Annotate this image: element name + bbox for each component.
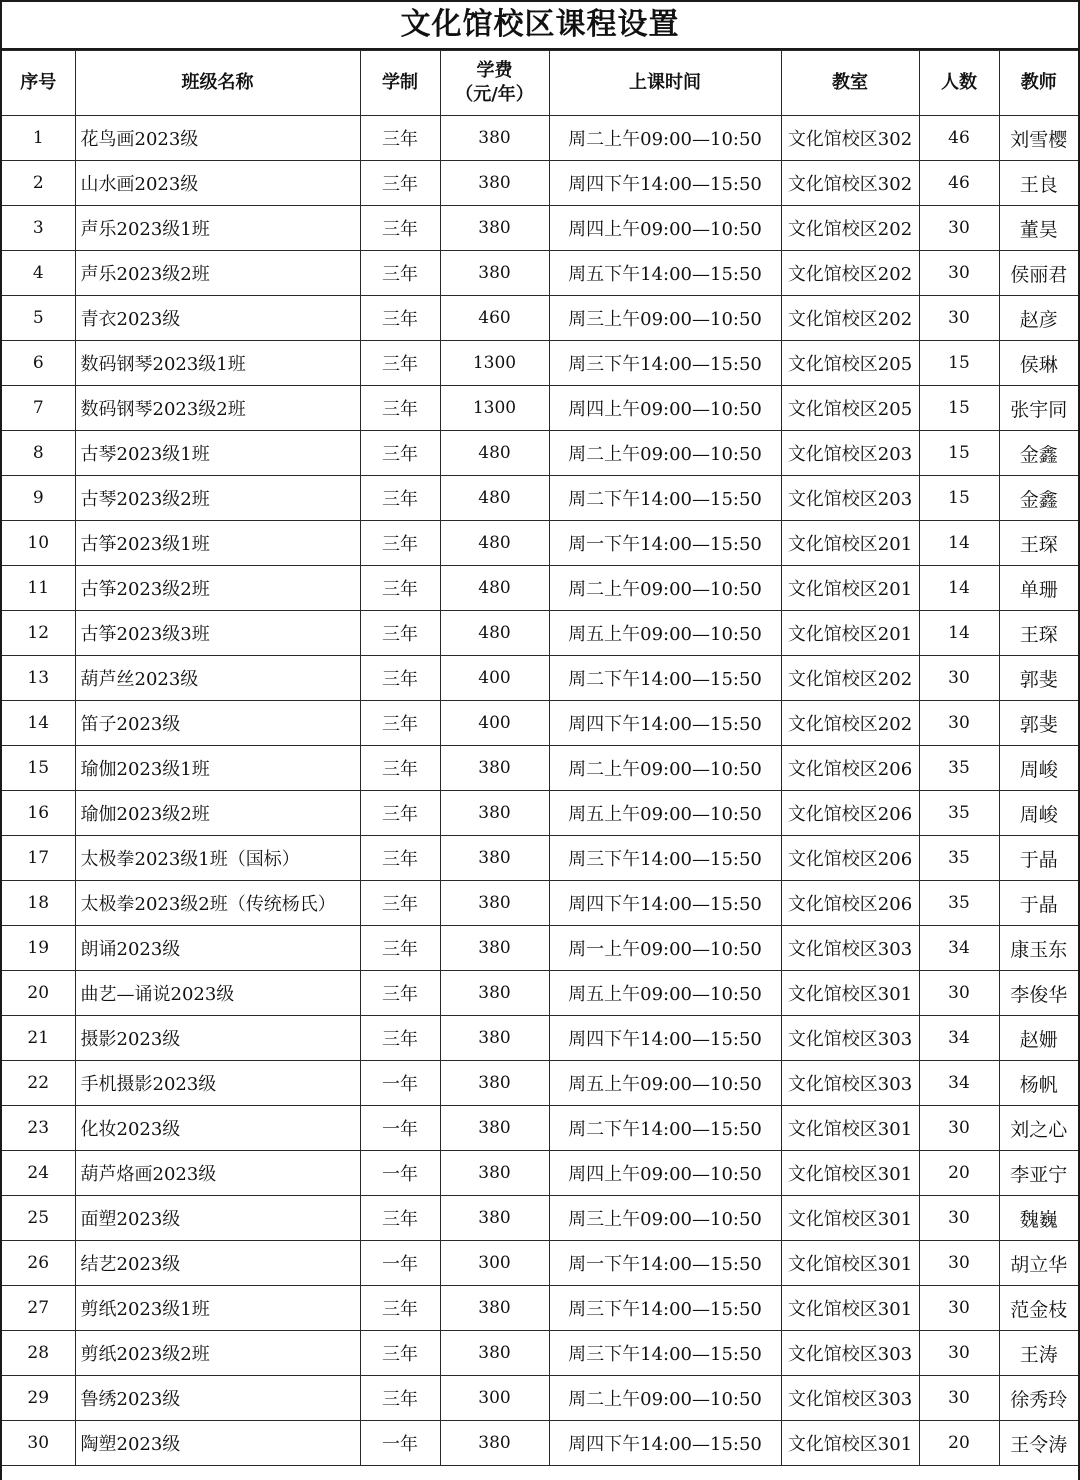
- cell-schedule: 周五下午14:00—15:50: [549, 251, 781, 296]
- cell-class-name: 葫芦丝2023级: [75, 656, 360, 701]
- cell-class-name: 青衣2023级: [75, 296, 360, 341]
- table-row: [2, 206, 1078, 251]
- cell-classroom: 文化馆校区301: [781, 1106, 919, 1151]
- cell-capacity: 30: [919, 656, 999, 701]
- table-row: [2, 431, 1078, 476]
- cell-teacher: 张宇同: [999, 386, 1078, 431]
- cell-class-name: 朗诵2023级: [75, 926, 360, 971]
- cell-teacher: 郭斐: [999, 701, 1078, 746]
- cell-class-name: 瑜伽2023级2班: [75, 791, 360, 836]
- cell-index: 24: [2, 1151, 75, 1196]
- cell-class-name: 鲁绣2023级: [75, 1376, 360, 1421]
- cell-duration: 三年: [360, 161, 440, 206]
- cell-class-name: 古琴2023级2班: [75, 476, 360, 521]
- cell-class-name: 数码钢琴2023级1班: [75, 341, 360, 386]
- cell-classroom: 文化馆校区303: [781, 1016, 919, 1061]
- cell-index: 13: [2, 656, 75, 701]
- cell-capacity: 30: [919, 206, 999, 251]
- cell-classroom: 文化馆校区202: [781, 656, 919, 701]
- cell-duration: 三年: [360, 611, 440, 656]
- cell-classroom: 文化馆校区202: [781, 701, 919, 746]
- cell-fee: 380: [440, 1421, 549, 1466]
- header-fee-line2: （元/年）: [455, 84, 534, 105]
- cell-index: 20: [2, 971, 75, 1016]
- header-duration: 学制: [360, 51, 440, 116]
- cell-capacity: 30: [919, 251, 999, 296]
- cell-fee: 400: [440, 656, 549, 701]
- cell-classroom: 文化馆校区301: [781, 1196, 919, 1241]
- cell-classroom: 文化馆校区206: [781, 881, 919, 926]
- cell-class-name: 太极拳2023级2班（传统杨氏）: [75, 881, 360, 926]
- table-row: [2, 1421, 1078, 1466]
- table-row: [2, 701, 1078, 746]
- cell-duration: 三年: [360, 836, 440, 881]
- cell-capacity: 46: [919, 116, 999, 161]
- cell-classroom: 文化馆校区206: [781, 746, 919, 791]
- cell-classroom: 文化馆校区302: [781, 116, 919, 161]
- table-row: [2, 341, 1078, 386]
- cell-teacher: 刘雪樱: [999, 116, 1078, 161]
- cell-class-name: 瑜伽2023级1班: [75, 746, 360, 791]
- cell-classroom: 文化馆校区302: [781, 161, 919, 206]
- cell-fee: 1300: [440, 386, 549, 431]
- table-row: [2, 971, 1078, 1016]
- cell-capacity: 30: [919, 1106, 999, 1151]
- cell-class-name: 曲艺—诵说2023级: [75, 971, 360, 1016]
- cell-capacity: 30: [919, 1241, 999, 1286]
- cell-capacity: 20: [919, 1421, 999, 1466]
- cell-index: 29: [2, 1376, 75, 1421]
- cell-schedule: 周二下午14:00—15:50: [549, 476, 781, 521]
- cell-teacher: 周峻: [999, 791, 1078, 836]
- cell-teacher: 王良: [999, 161, 1078, 206]
- cell-teacher: 金鑫: [999, 431, 1078, 476]
- cell-teacher: 李俊华: [999, 971, 1078, 1016]
- cell-fee: 380: [440, 1151, 549, 1196]
- cell-fee: 380: [440, 1286, 549, 1331]
- cell-teacher: 侯丽君: [999, 251, 1078, 296]
- cell-capacity: 30: [919, 971, 999, 1016]
- cell-duration: 三年: [360, 476, 440, 521]
- cell-schedule: 周三下午14:00—15:50: [549, 836, 781, 881]
- cell-schedule: 周二下午14:00—15:50: [549, 656, 781, 701]
- cell-class-name: 古筝2023级1班: [75, 521, 360, 566]
- cell-classroom: 文化馆校区203: [781, 476, 919, 521]
- cell-classroom: 文化馆校区301: [781, 1421, 919, 1466]
- table-row: [2, 521, 1078, 566]
- cell-fee: 480: [440, 521, 549, 566]
- header-class-name: 班级名称: [75, 51, 360, 116]
- cell-fee: 480: [440, 566, 549, 611]
- cell-capacity: 30: [919, 701, 999, 746]
- cell-classroom: 文化馆校区202: [781, 296, 919, 341]
- cell-schedule: 周三下午14:00—15:50: [549, 1286, 781, 1331]
- cell-teacher: 周峻: [999, 746, 1078, 791]
- cell-fee: 380: [440, 881, 549, 926]
- table-body: [2, 116, 1078, 1466]
- cell-fee: 380: [440, 926, 549, 971]
- cell-schedule: 周四下午14:00—15:50: [549, 1016, 781, 1061]
- cell-duration: 三年: [360, 521, 440, 566]
- cell-fee: 380: [440, 1061, 549, 1106]
- cell-schedule: 周五上午09:00—10:50: [549, 971, 781, 1016]
- cell-class-name: 陶塑2023级: [75, 1421, 360, 1466]
- cell-classroom: 文化馆校区303: [781, 926, 919, 971]
- cell-fee: 380: [440, 791, 549, 836]
- cell-teacher: 赵姗: [999, 1016, 1078, 1061]
- cell-schedule: 周一下午14:00—15:50: [549, 1241, 781, 1286]
- cell-duration: 三年: [360, 386, 440, 431]
- cell-fee: 380: [440, 971, 549, 1016]
- cell-class-name: 古筝2023级2班: [75, 566, 360, 611]
- cell-schedule: 周二上午09:00—10:50: [549, 1376, 781, 1421]
- table-row: [2, 881, 1078, 926]
- cell-teacher: 胡立华: [999, 1241, 1078, 1286]
- cell-capacity: 35: [919, 791, 999, 836]
- cell-fee: 400: [440, 701, 549, 746]
- cell-duration: 三年: [360, 971, 440, 1016]
- cell-class-name: 数码钢琴2023级2班: [75, 386, 360, 431]
- cell-capacity: 15: [919, 341, 999, 386]
- cell-duration: 一年: [360, 1241, 440, 1286]
- cell-duration: 一年: [360, 1106, 440, 1151]
- cell-index: 4: [2, 251, 75, 296]
- cell-schedule: 周四上午09:00—10:50: [549, 1151, 781, 1196]
- cell-index: 3: [2, 206, 75, 251]
- cell-class-name: 剪纸2023级2班: [75, 1331, 360, 1376]
- cell-teacher: 范金枝: [999, 1286, 1078, 1331]
- cell-index: 19: [2, 926, 75, 971]
- header-teacher: 教师: [999, 51, 1078, 116]
- cell-index: 12: [2, 611, 75, 656]
- table-row: [2, 611, 1078, 656]
- cell-teacher: 于晶: [999, 836, 1078, 881]
- table-header: [2, 51, 1078, 116]
- header-fee: [440, 51, 549, 116]
- cell-schedule: 周四上午09:00—10:50: [549, 206, 781, 251]
- cell-teacher: 康玉东: [999, 926, 1078, 971]
- cell-classroom: 文化馆校区301: [781, 1241, 919, 1286]
- cell-capacity: 35: [919, 881, 999, 926]
- cell-fee: 380: [440, 1331, 549, 1376]
- cell-index: 5: [2, 296, 75, 341]
- cell-class-name: 山水画2023级: [75, 161, 360, 206]
- cell-fee: 380: [440, 1106, 549, 1151]
- cell-fee: 1300: [440, 341, 549, 386]
- table-row: [2, 296, 1078, 341]
- table-row: [2, 1286, 1078, 1331]
- cell-index: 7: [2, 386, 75, 431]
- cell-class-name: 声乐2023级2班: [75, 251, 360, 296]
- cell-fee: 380: [440, 1196, 549, 1241]
- cell-schedule: 周四上午09:00—10:50: [549, 386, 781, 431]
- cell-fee: 480: [440, 431, 549, 476]
- cell-class-name: 摄影2023级: [75, 1016, 360, 1061]
- cell-capacity: 20: [919, 1151, 999, 1196]
- cell-schedule: 周四下午14:00—15:50: [549, 881, 781, 926]
- cell-index: 25: [2, 1196, 75, 1241]
- cell-index: 23: [2, 1106, 75, 1151]
- cell-classroom: 文化馆校区303: [781, 1061, 919, 1106]
- cell-capacity: 15: [919, 476, 999, 521]
- cell-teacher: 于晶: [999, 881, 1078, 926]
- cell-index: 16: [2, 791, 75, 836]
- cell-duration: 一年: [360, 1061, 440, 1106]
- cell-fee: 300: [440, 1241, 549, 1286]
- cell-duration: 三年: [360, 1286, 440, 1331]
- cell-class-name: 葫芦烙画2023级: [75, 1151, 360, 1196]
- cell-index: 9: [2, 476, 75, 521]
- cell-classroom: 文化馆校区202: [781, 206, 919, 251]
- cell-capacity: 34: [919, 926, 999, 971]
- cell-index: 17: [2, 836, 75, 881]
- cell-teacher: 魏巍: [999, 1196, 1078, 1241]
- cell-class-name: 笛子2023级: [75, 701, 360, 746]
- cell-classroom: 文化馆校区205: [781, 386, 919, 431]
- cell-duration: 三年: [360, 251, 440, 296]
- cell-index: 18: [2, 881, 75, 926]
- cell-capacity: 14: [919, 566, 999, 611]
- cell-schedule: 周四下午14:00—15:50: [549, 701, 781, 746]
- cell-schedule: 周一下午14:00—15:50: [549, 521, 781, 566]
- cell-teacher: 侯琳: [999, 341, 1078, 386]
- cell-fee: 380: [440, 206, 549, 251]
- cell-duration: 三年: [360, 881, 440, 926]
- cell-schedule: 周二上午09:00—10:50: [549, 746, 781, 791]
- cell-capacity: 30: [919, 1286, 999, 1331]
- header-index: 序号: [2, 51, 75, 116]
- table-row: [2, 116, 1078, 161]
- cell-classroom: 文化馆校区205: [781, 341, 919, 386]
- cell-fee: 380: [440, 1016, 549, 1061]
- cell-duration: 三年: [360, 1016, 440, 1061]
- table-row: [2, 1241, 1078, 1286]
- cell-index: 27: [2, 1286, 75, 1331]
- cell-schedule: 周二上午09:00—10:50: [549, 566, 781, 611]
- cell-duration: 三年: [360, 926, 440, 971]
- cell-index: 1: [2, 116, 75, 161]
- cell-class-name: 手机摄影2023级: [75, 1061, 360, 1106]
- cell-schedule: 周三下午14:00—15:50: [549, 1331, 781, 1376]
- header-classroom: 教室: [781, 51, 919, 116]
- cell-schedule: 周四下午14:00—15:50: [549, 161, 781, 206]
- cell-schedule: 周二上午09:00—10:50: [549, 431, 781, 476]
- cell-classroom: 文化馆校区303: [781, 1376, 919, 1421]
- table-row: [2, 251, 1078, 296]
- cell-capacity: 15: [919, 431, 999, 476]
- cell-schedule: 周三下午14:00—15:50: [549, 341, 781, 386]
- cell-fee: 380: [440, 116, 549, 161]
- cell-classroom: 文化馆校区202: [781, 251, 919, 296]
- cell-class-name: 花鸟画2023级: [75, 116, 360, 161]
- cell-fee: 460: [440, 296, 549, 341]
- cell-schedule: 周二上午09:00—10:50: [549, 116, 781, 161]
- cell-index: 11: [2, 566, 75, 611]
- cell-schedule: 周四下午14:00—15:50: [549, 1421, 781, 1466]
- cell-teacher: 董昊: [999, 206, 1078, 251]
- table-row: [2, 746, 1078, 791]
- table-row: [2, 386, 1078, 431]
- page-title: 文化馆校区课程设置: [2, 2, 1078, 50]
- cell-schedule: 周三上午09:00—10:50: [549, 1196, 781, 1241]
- cell-teacher: 单珊: [999, 566, 1078, 611]
- cell-index: 28: [2, 1331, 75, 1376]
- cell-duration: 三年: [360, 746, 440, 791]
- cell-teacher: 金鑫: [999, 476, 1078, 521]
- cell-capacity: 34: [919, 1061, 999, 1106]
- cell-fee: 380: [440, 161, 549, 206]
- cell-duration: 三年: [360, 791, 440, 836]
- cell-duration: 三年: [360, 656, 440, 701]
- table-row: [2, 476, 1078, 521]
- cell-teacher: 刘之心: [999, 1106, 1078, 1151]
- cell-class-name: 剪纸2023级1班: [75, 1286, 360, 1331]
- cell-index: 30: [2, 1421, 75, 1466]
- header-row: [2, 51, 1078, 116]
- cell-duration: 三年: [360, 341, 440, 386]
- cell-fee: 480: [440, 611, 549, 656]
- cell-teacher: 王令涛: [999, 1421, 1078, 1466]
- cell-schedule: 周五上午09:00—10:50: [549, 791, 781, 836]
- cell-classroom: 文化馆校区301: [781, 1286, 919, 1331]
- cell-duration: 一年: [360, 1421, 440, 1466]
- table-row: [2, 1016, 1078, 1061]
- cell-index: 22: [2, 1061, 75, 1106]
- cell-class-name: 太极拳2023级1班（国标）: [75, 836, 360, 881]
- cell-teacher: 杨帆: [999, 1061, 1078, 1106]
- table-row: [2, 1331, 1078, 1376]
- cell-capacity: 30: [919, 1331, 999, 1376]
- cell-capacity: 35: [919, 836, 999, 881]
- cell-fee: 300: [440, 1376, 549, 1421]
- cell-fee: 480: [440, 476, 549, 521]
- cell-classroom: 文化馆校区206: [781, 791, 919, 836]
- table-row: [2, 836, 1078, 881]
- cell-capacity: 35: [919, 746, 999, 791]
- table-row: [2, 566, 1078, 611]
- cell-class-name: 古琴2023级1班: [75, 431, 360, 476]
- cell-index: 26: [2, 1241, 75, 1286]
- cell-capacity: 30: [919, 296, 999, 341]
- cell-class-name: 化妆2023级: [75, 1106, 360, 1151]
- cell-class-name: 古筝2023级3班: [75, 611, 360, 656]
- table-row: [2, 1376, 1078, 1421]
- cell-index: 15: [2, 746, 75, 791]
- cell-index: 6: [2, 341, 75, 386]
- cell-capacity: 30: [919, 1196, 999, 1241]
- table-row: [2, 926, 1078, 971]
- cell-teacher: 王琛: [999, 521, 1078, 566]
- cell-classroom: 文化馆校区201: [781, 566, 919, 611]
- cell-duration: 三年: [360, 206, 440, 251]
- cell-index: 21: [2, 1016, 75, 1061]
- header-fee-line1: 学费: [476, 60, 513, 81]
- cell-teacher: 王琛: [999, 611, 1078, 656]
- cell-duration: 三年: [360, 701, 440, 746]
- cell-capacity: 30: [919, 1376, 999, 1421]
- cell-teacher: 徐秀玲: [999, 1376, 1078, 1421]
- cell-index: 8: [2, 431, 75, 476]
- cell-index: 14: [2, 701, 75, 746]
- cell-classroom: 文化馆校区201: [781, 611, 919, 656]
- cell-duration: 三年: [360, 116, 440, 161]
- table-row: [2, 1106, 1078, 1151]
- cell-capacity: 15: [919, 386, 999, 431]
- cell-duration: 三年: [360, 1196, 440, 1241]
- cell-duration: 一年: [360, 1151, 440, 1196]
- cell-duration: 三年: [360, 431, 440, 476]
- cell-teacher: 王涛: [999, 1331, 1078, 1376]
- cell-classroom: 文化馆校区203: [781, 431, 919, 476]
- cell-schedule: 周五上午09:00—10:50: [549, 1061, 781, 1106]
- cell-teacher: 郭斐: [999, 656, 1078, 701]
- cell-index: 2: [2, 161, 75, 206]
- header-schedule: 上课时间: [549, 51, 781, 116]
- table-row: [2, 1196, 1078, 1241]
- cell-classroom: 文化馆校区201: [781, 521, 919, 566]
- cell-duration: 三年: [360, 1331, 440, 1376]
- cell-duration: 三年: [360, 566, 440, 611]
- cell-class-name: 面塑2023级: [75, 1196, 360, 1241]
- cell-classroom: 文化馆校区301: [781, 1151, 919, 1196]
- cell-capacity: 14: [919, 611, 999, 656]
- cell-capacity: 34: [919, 1016, 999, 1061]
- table-row: [2, 791, 1078, 836]
- cell-schedule: 周三上午09:00—10:50: [549, 296, 781, 341]
- cell-index: 10: [2, 521, 75, 566]
- cell-schedule: 周一上午09:00—10:50: [549, 926, 781, 971]
- cell-duration: 三年: [360, 296, 440, 341]
- cell-fee: 380: [440, 251, 549, 296]
- cell-duration: 三年: [360, 1376, 440, 1421]
- cell-capacity: 14: [919, 521, 999, 566]
- cell-schedule: 周五上午09:00—10:50: [549, 611, 781, 656]
- cell-classroom: 文化馆校区301: [781, 971, 919, 1016]
- cell-fee: 380: [440, 836, 549, 881]
- cell-capacity: 46: [919, 161, 999, 206]
- cell-class-name: 结艺2023级: [75, 1241, 360, 1286]
- cell-schedule: 周二下午14:00—15:50: [549, 1106, 781, 1151]
- cell-classroom: 文化馆校区206: [781, 836, 919, 881]
- table-row: [2, 1061, 1078, 1106]
- table-row: [2, 1151, 1078, 1196]
- table-row: [2, 161, 1078, 206]
- cell-teacher: 李亚宁: [999, 1151, 1078, 1196]
- cell-classroom: 文化馆校区303: [781, 1331, 919, 1376]
- cell-class-name: 声乐2023级1班: [75, 206, 360, 251]
- course-table: [2, 50, 1078, 1466]
- table-row: [2, 656, 1078, 701]
- cell-fee: 380: [440, 746, 549, 791]
- header-capacity: 人数: [919, 51, 999, 116]
- cell-teacher: 赵彦: [999, 296, 1078, 341]
